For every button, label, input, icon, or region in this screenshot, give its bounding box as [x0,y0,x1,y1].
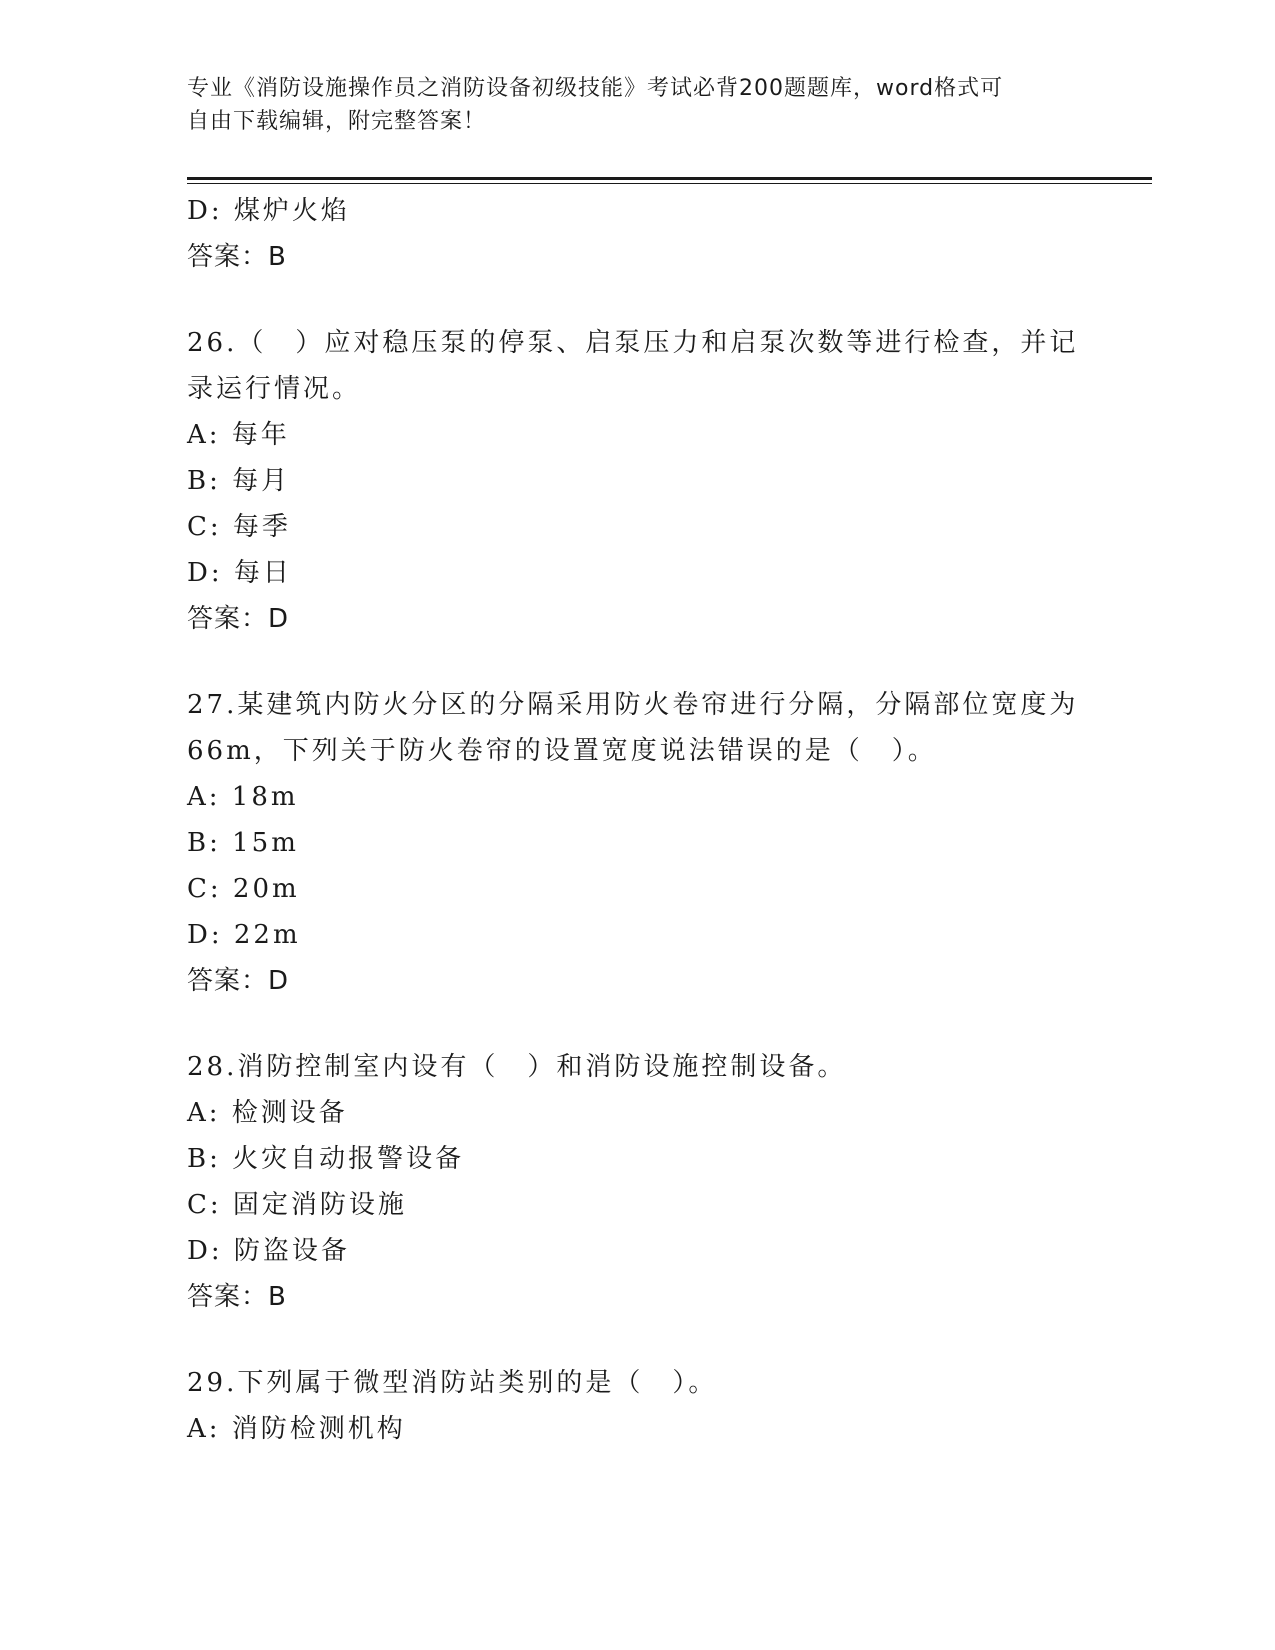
question-28 [187,1044,1087,1320]
question-stem-line-1: 26.（ ）应对稳压泵的停泵、启泵压力和启泵次数等进行检查，并记 [187,328,1079,358]
question-27 [187,682,1087,1004]
option-a: A: 检测设备 [187,1098,348,1128]
answer-line: 答案：B [187,242,287,272]
answer-line: 答案：B [187,1282,287,1312]
answer-line: 答案：D [187,604,290,634]
previous-question-tail [187,188,1087,280]
document-header [187,72,1067,138]
option-a: A: 每年 [187,420,290,450]
option-c: C: 每季 [187,512,291,542]
option-b: B: 15m [187,828,299,858]
header-divider-thick [187,177,1152,180]
option-d: D: 煤炉火焰 [187,196,350,226]
header-title-line-1: 专业《消防设施操作员之消防设备初级技能》考试必背200题题库，word格式可 [187,76,1004,101]
header-title-line-2: 自由下载编辑，附完整答案！ [187,109,487,134]
question-stem-line-1: 29.下列属于微型消防站类别的是（ ）。 [187,1368,718,1398]
option-a: A: 18m [187,782,299,812]
option-b: B: 火灾自动报警设备 [187,1144,465,1174]
option-a: A: 消防检测机构 [187,1414,406,1444]
header-divider-thin [187,183,1152,184]
answer-line: 答案：D [187,966,290,996]
question-stem-line-2: 66m，下列关于防火卷帘的设置宽度说法错误的是（ ）。 [187,736,937,766]
option-d: D: 防盗设备 [187,1236,350,1266]
question-29 [187,1360,1087,1452]
option-d: D: 每日 [187,558,292,588]
option-c: C: 20m [187,874,300,904]
question-stem-line-2: 录运行情况。 [187,374,362,404]
option-c: C: 固定消防设施 [187,1190,407,1220]
question-list [187,188,1087,1452]
question-stem-line-1: 27.某建筑内防火分区的分隔采用防火卷帘进行分隔，分隔部位宽度为 [187,690,1079,720]
question-stem-line-1: 28.消防控制室内设有（ ）和消防设施控制设备。 [187,1052,847,1082]
option-d: D: 22m [187,920,301,950]
question-26 [187,320,1087,642]
option-b: B: 每月 [187,466,291,496]
